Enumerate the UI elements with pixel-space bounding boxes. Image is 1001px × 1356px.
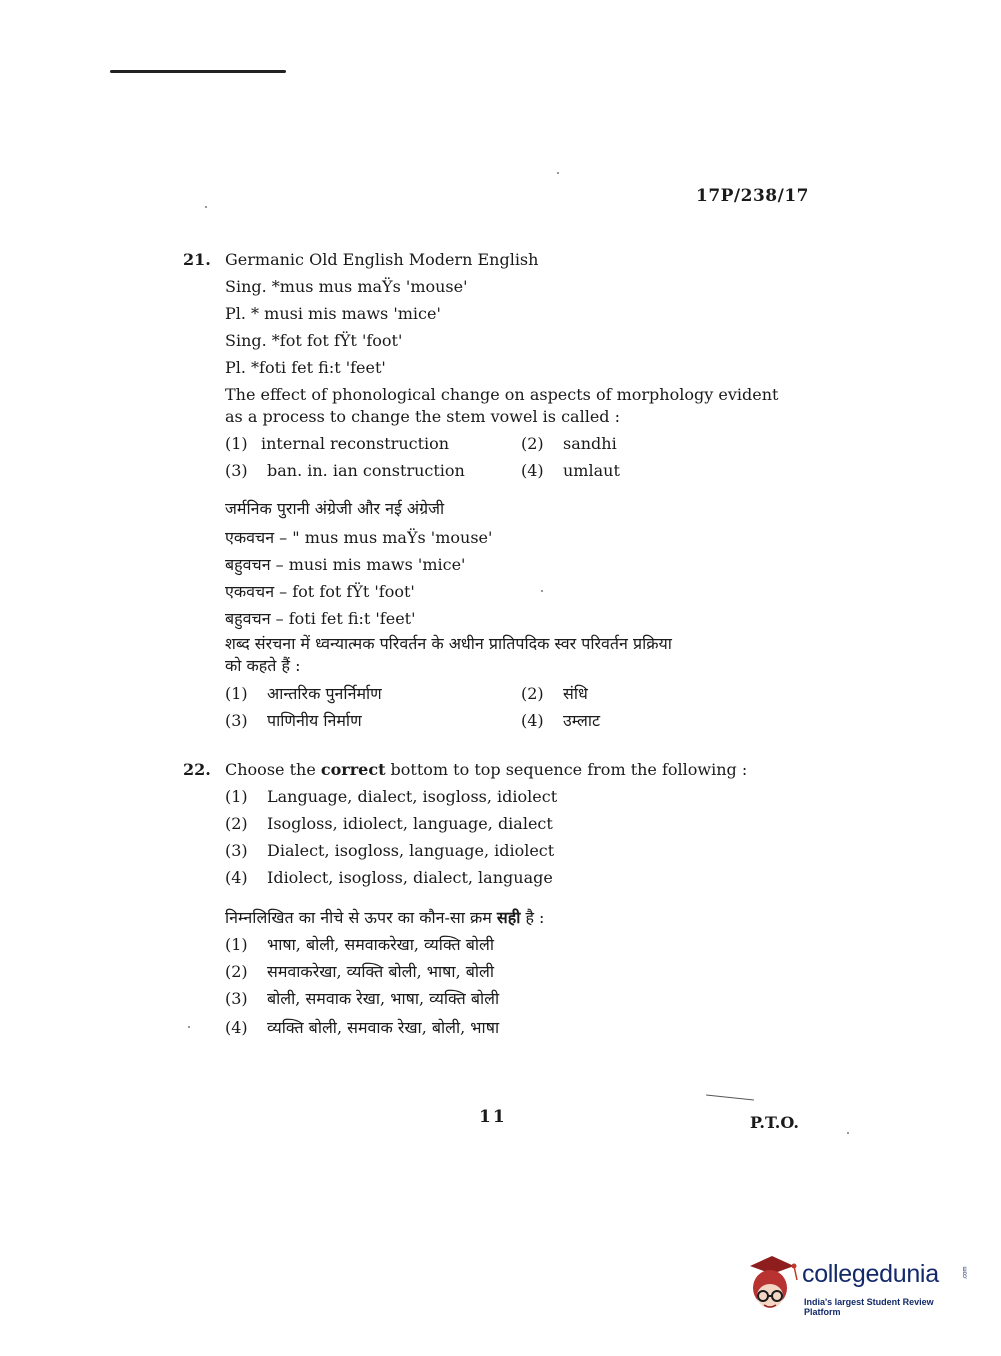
q22-stem-en <box>225 760 747 779</box>
option-number: (1) <box>225 434 248 453</box>
option-4-hi[interactable] <box>225 1016 499 1038</box>
option-number: (3) <box>225 841 248 860</box>
q21-stem-hi: को कहते हैं : <box>225 656 301 675</box>
scan-dash-mark <box>706 1094 754 1100</box>
option-number: (2) <box>225 962 248 981</box>
question-number: 22. <box>183 760 211 779</box>
question-number: 21. <box>183 250 211 269</box>
option-number: (3) <box>225 461 248 480</box>
brand-domain: .com <box>962 1266 969 1280</box>
stem-emphasis: correct <box>320 760 386 779</box>
option-number: (2) <box>521 434 544 453</box>
option-text: पाणिनीय निर्माण <box>267 711 362 730</box>
option-2[interactable] <box>225 814 553 833</box>
brand-tagline: India's largest Student Review Platform <box>804 1297 934 1317</box>
q21-stem-hi: शब्द संरचना में ध्वन्यात्मक परिवर्तन के अधीन प्रातिपदिक स्वर परिवर्तन प्रक्रिया <box>225 634 672 653</box>
option-number: (1) <box>225 787 248 806</box>
q22-stem-hi <box>225 906 544 928</box>
q21-line: Pl. *foti fet fi:t 'feet' <box>225 358 386 377</box>
option-4[interactable] <box>521 461 620 480</box>
q21-stem-en: as a process to change the stem vowel is called : <box>225 407 621 426</box>
option-text: आन्तरिक पुनर्निर्माण <box>267 684 382 703</box>
option-3-hi[interactable] <box>225 987 499 1009</box>
option-number: (3) <box>225 989 248 1008</box>
q21-heading-hi: जर्मनिक पुरानी अंग्रेजी और नई अंग्रेजी <box>225 499 445 518</box>
option-4-hi[interactable] <box>521 709 600 731</box>
q21-line: Sing. *mus mus maŸs 'mouse' <box>225 277 468 296</box>
scan-speck <box>188 1026 190 1028</box>
option-2[interactable] <box>521 434 617 453</box>
option-3[interactable] <box>225 461 465 480</box>
option-1[interactable] <box>225 787 557 806</box>
stem-text: Choose the <box>225 760 321 779</box>
q21-line: Sing. *fot fot fŸt 'foot' <box>225 331 403 350</box>
stem-text: bottom to top sequence from the following : <box>385 760 748 779</box>
option-number: (1) <box>225 935 248 954</box>
top-rule <box>110 70 286 73</box>
stem-emphasis: सही <box>496 908 521 927</box>
option-text: umlaut <box>563 461 620 480</box>
brand-name: collegedunia <box>802 1260 939 1288</box>
option-number: (4) <box>521 461 544 480</box>
option-3[interactable] <box>225 841 554 860</box>
option-text: भाषा, बोली, समवाकरेखा, व्यक्ति बोली <box>267 935 495 954</box>
option-text: उम्लाट <box>563 711 601 730</box>
option-number: (3) <box>225 711 248 730</box>
option-text: Isogloss, idiolect, language, dialect <box>267 814 553 833</box>
option-text: व्यक्ति बोली, समवाक रेखा, बोली, भाषा <box>267 1018 500 1037</box>
option-number: (4) <box>225 868 248 887</box>
scan-speck <box>205 206 207 208</box>
option-1-hi[interactable] <box>225 933 494 955</box>
option-number: (1) <box>225 684 248 703</box>
option-1-hi[interactable] <box>225 682 382 704</box>
option-text: संधि <box>563 684 588 703</box>
option-number: (4) <box>521 711 544 730</box>
page-number: 11 <box>479 1107 507 1127</box>
scan-speck <box>541 590 543 592</box>
option-number: (4) <box>225 1018 248 1037</box>
option-text: Idiolect, isogloss, dialect, language <box>267 868 553 887</box>
scan-speck <box>557 172 559 174</box>
option-1[interactable] <box>225 434 449 453</box>
option-text: sandhi <box>563 434 617 453</box>
option-2-hi[interactable] <box>225 960 494 982</box>
option-3-hi[interactable] <box>225 709 362 731</box>
q21-line: Pl. * musi mis maws 'mice' <box>225 304 441 323</box>
collegedunia-mascot-icon <box>742 1252 802 1314</box>
q21-line-hi: एकवचन – " mus mus maŸs 'mouse' <box>225 528 493 547</box>
q21-line-hi: एकवचन – fot fot fŸt 'foot' <box>225 582 415 601</box>
stem-text: निम्नलिखित का नीचे से ऊपर का कौन-सा क्रम <box>225 908 497 927</box>
pto-label: P.T.O. <box>750 1113 799 1132</box>
paper-code: 17P/238/17 <box>695 186 809 206</box>
q21-heading-en: Germanic Old English Modern English <box>225 250 539 269</box>
option-text: समवाकरेखा, व्यक्ति बोली, भाषा, बोली <box>267 962 495 981</box>
option-2-hi[interactable] <box>521 682 588 704</box>
q21-stem-en: The effect of phonological change on aspects of morphology evident <box>225 385 779 404</box>
option-text: Dialect, isogloss, language, idiolect <box>267 841 555 860</box>
option-number: (2) <box>521 684 544 703</box>
option-text: ban. in. ian construction <box>267 461 465 480</box>
option-text: internal reconstruction <box>261 434 450 453</box>
option-text: बोली, समवाक रेखा, भाषा, व्यक्ति बोली <box>267 989 500 1008</box>
option-4[interactable] <box>225 868 553 887</box>
stem-text: है : <box>520 908 545 927</box>
q21-line-hi: बहुवचन – foti fet fi:t 'feet' <box>225 609 416 628</box>
option-text: Language, dialect, isogloss, idiolect <box>267 787 558 806</box>
scan-speck <box>847 1132 849 1134</box>
q21-line-hi: बहुवचन – musi mis maws 'mice' <box>225 555 466 574</box>
option-number: (2) <box>225 814 248 833</box>
collegedunia-watermark <box>742 1252 972 1322</box>
